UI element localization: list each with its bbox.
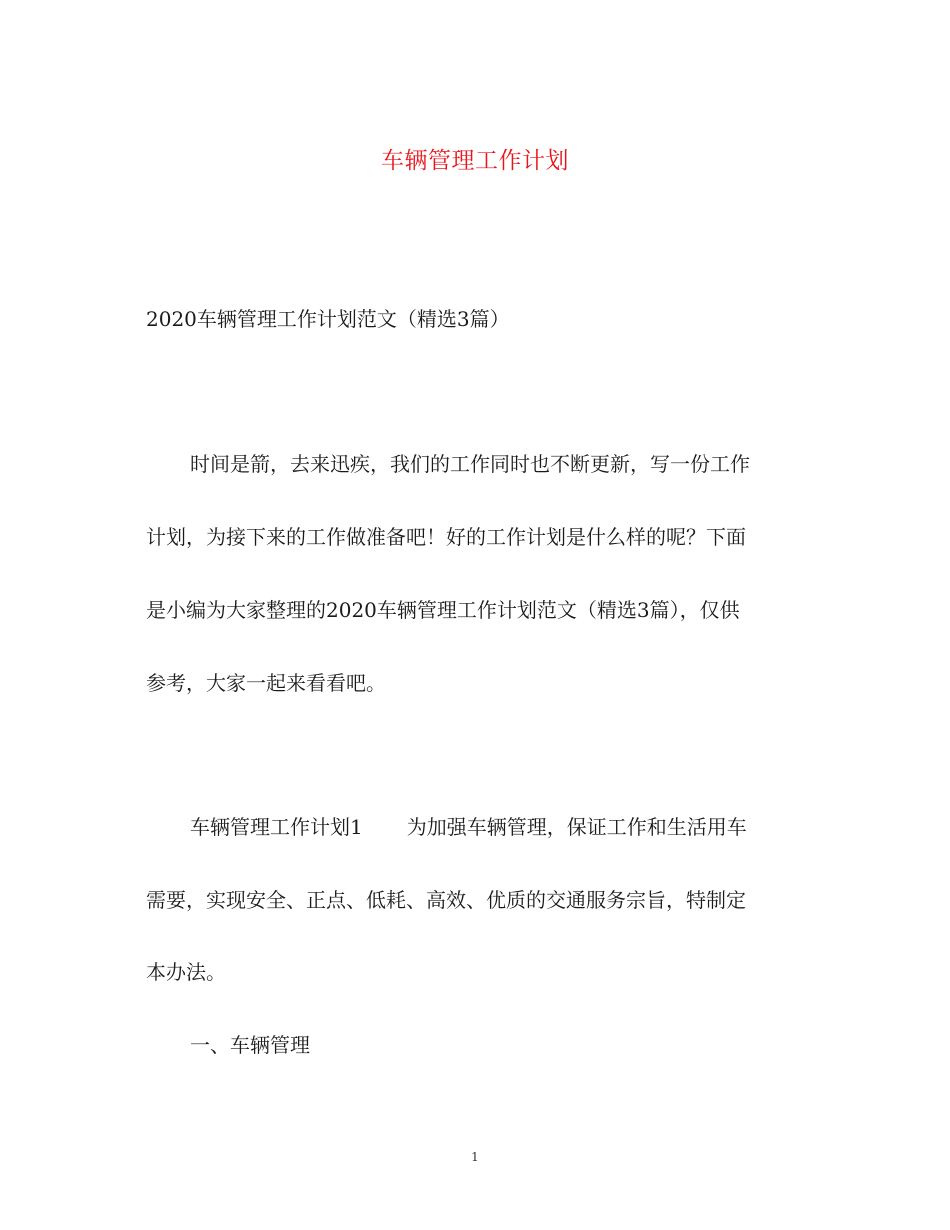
- section-heading: 一、车辆管理: [190, 1033, 310, 1057]
- intro-paragraph-line-4: 参考，大家一起来看看吧。: [146, 671, 386, 695]
- plan1-label: 车辆管理工作计划1: [190, 815, 363, 839]
- document-subtitle: 2020车辆管理工作计划范文（精选3篇）: [146, 307, 510, 331]
- plan1-paragraph-line-2: 需要，实现安全、正点、低耗、高效、优质的交通服务宗旨，特制定: [146, 888, 746, 912]
- intro-paragraph-line-1: 时间是箭，去来迅疾，我们的工作同时也不断更新，写一份工作: [190, 452, 750, 476]
- intro-paragraph-line-3: 是小编为大家整理的2020车辆管理工作计划范文（精选3篇），仅供: [146, 598, 740, 622]
- plan1-text-start: 为加强车辆管理，保证工作和生活用车: [406, 815, 747, 839]
- document-title: 车辆管理工作计划: [381, 148, 569, 174]
- intro-paragraph-line-2: 计划，为接下来的工作做准备吧！好的工作计划是什么样的呢？下面: [146, 525, 746, 549]
- page-number: 1: [471, 1150, 479, 1164]
- plan1-paragraph-line-1: [190, 813, 747, 841]
- plan1-paragraph-line-3: 本办法。: [146, 960, 226, 984]
